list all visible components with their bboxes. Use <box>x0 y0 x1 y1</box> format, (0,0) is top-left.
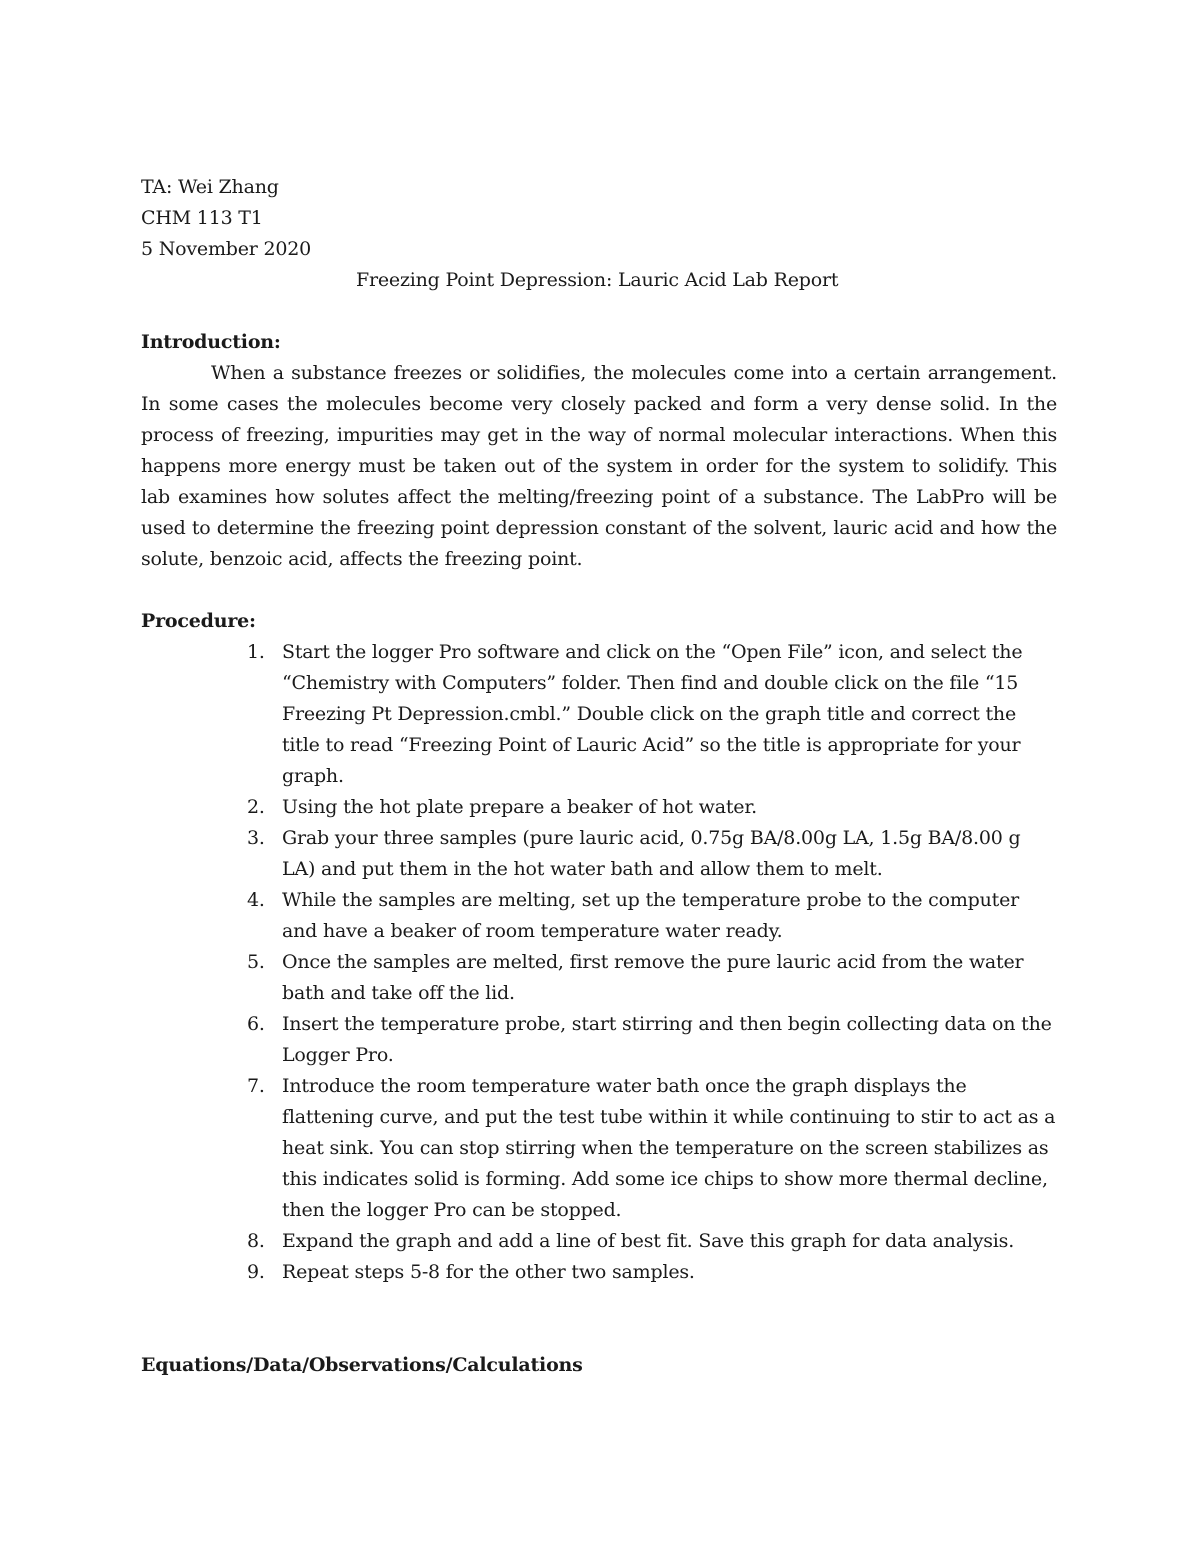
procedure-step <box>141 1257 1058 1288</box>
step-number: 8. <box>247 1230 265 1252</box>
course-line: CHM 113 T1 <box>141 207 263 229</box>
date-line: 5 November 2020 <box>141 238 312 260</box>
step-text: Insert the temperature probe, start stirring and then begin collecting data on the Logger Pro. <box>282 1013 1052 1066</box>
step-text: Start the logger Pro software and click on the “Open File” icon, and select the “Chemistry with Computers” folder. Then find and double click on the file “15 Freezing Pt Depression.cmbl.” Double click on the graph title and correct the title to read “Freezing Point of Lauric Acid” so the title is appropriate for your graph. <box>282 641 1023 787</box>
step-number: 1. <box>247 641 265 663</box>
procedure-step <box>141 947 1058 1009</box>
procedure-step <box>141 637 1058 792</box>
procedure-heading: Procedure: <box>141 610 256 632</box>
step-number: 4. <box>247 889 265 911</box>
step-number: 6. <box>247 1013 265 1035</box>
procedure-list <box>141 637 1061 1288</box>
step-number: 3. <box>247 827 265 849</box>
procedure-step <box>141 1009 1058 1071</box>
step-text: Repeat steps 5-8 for the other two samples. <box>282 1261 695 1283</box>
procedure-step <box>141 792 1058 823</box>
introduction-heading: Introduction: <box>141 331 281 353</box>
procedure-step <box>141 823 1058 885</box>
procedure-step <box>141 885 1058 947</box>
step-text: Grab your three samples (pure lauric acid, 0.75g BA/8.00g LA, 1.5g BA/8.00 g LA) and put them in the hot water bath and allow them to melt. <box>282 827 1021 880</box>
equations-heading: Equations/Data/Observations/Calculations <box>141 1354 583 1376</box>
step-text: Using the hot plate prepare a beaker of hot water. <box>282 796 757 818</box>
step-text: Expand the graph and add a line of best fit. Save this graph for data analysis. <box>282 1230 1015 1252</box>
step-number: 2. <box>247 796 265 818</box>
step-text: Once the samples are melted, first remove the pure lauric acid from the water bath and take off the lid. <box>282 951 1024 1004</box>
step-number: 9. <box>247 1261 265 1283</box>
step-text: Introduce the room temperature water bath once the graph displays the flattening curve, and put the test tube within it while continuing to stir to act as a heat sink. You can stop stirring when the temperature on the screen stabilizes as this indicates solid is forming. Add some ice chips to show more thermal decline, then the logger Pro can be stopped. <box>282 1075 1056 1221</box>
report-title: Freezing Point Depression: Lauric Acid Lab Report <box>356 269 839 291</box>
step-text: While the samples are melting, set up the temperature probe to the computer and have a beaker of room temperature water ready. <box>282 889 1020 942</box>
introduction-paragraph: When a substance freezes or solidifies, the molecules come into a certain arrangement. In some cases the molecules become very closely packed and form a very dense solid. In the process of freezing, impurities may get in the way of normal molecular interactions. When this happens more energy must be taken out of the system in order for the system to solidify. This lab examines how solutes affect the melting/freezing point of a substance. The LabPro will be used to determine the freezing point depression constant of the solvent, lauric acid and how the solute, benzoic acid, affects the freezing point. <box>141 362 1057 570</box>
procedure-step <box>141 1226 1058 1257</box>
step-number: 5. <box>247 951 265 973</box>
step-number: 7. <box>247 1075 265 1097</box>
document-body <box>141 172 1061 1381</box>
ta-line: TA: Wei Zhang <box>141 176 279 198</box>
procedure-step <box>141 1071 1058 1226</box>
